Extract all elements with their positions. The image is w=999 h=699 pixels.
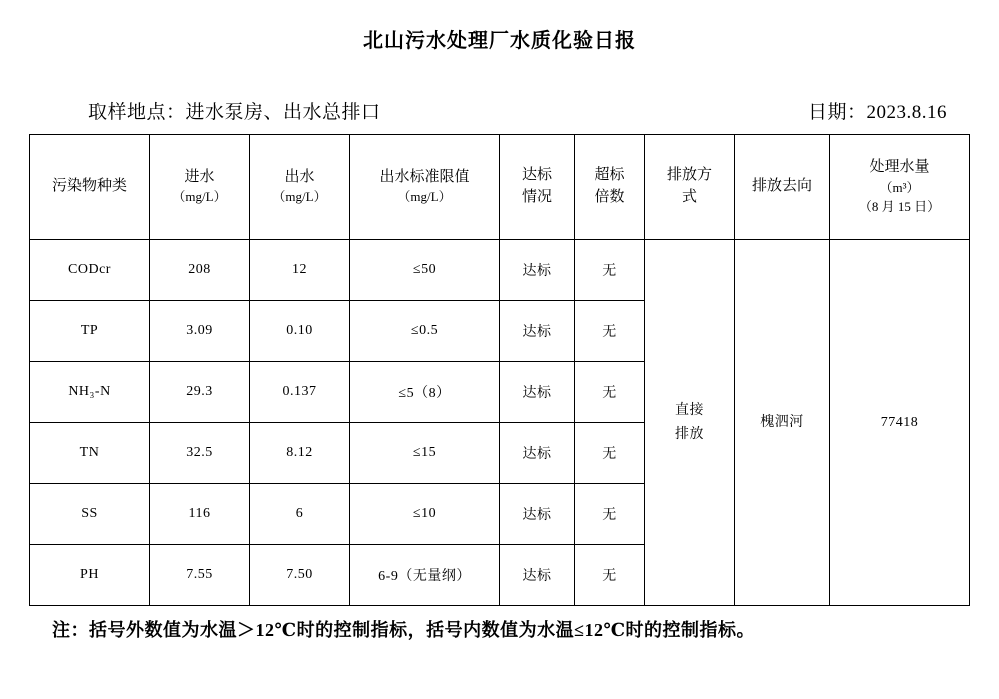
column-header-treated-volume-date: （8 月 15 日） [858, 198, 941, 214]
cell-exceed: 无 [575, 545, 645, 606]
cell-discharge-destination: 槐泗河 [735, 240, 830, 606]
column-header-exceed-label2: 倍数 [594, 189, 625, 205]
column-header-treated-volume-label: 处理水量 [869, 159, 930, 176]
table-row [30, 240, 970, 301]
sampling-location: 取样地点：进水泵房、出水总排口 [88, 102, 381, 123]
column-header-discharge-destination [735, 135, 830, 240]
cell-limit: ≤15 [350, 423, 500, 484]
column-header-inflow-unit: （mg/L） [172, 189, 227, 205]
column-header-inflow [150, 135, 250, 240]
cell-outflow: 8.12 [250, 423, 350, 484]
cell-inflow: 208 [150, 240, 250, 301]
cell-status: 达标 [500, 240, 575, 301]
cell-inflow: 29.3 [150, 362, 250, 423]
cell-limit: ≤50 [350, 240, 500, 301]
cell-exceed: 无 [575, 240, 645, 301]
cell-exceed: 无 [575, 301, 645, 362]
cell-outflow: 7.50 [250, 545, 350, 606]
water-quality-table [29, 134, 970, 606]
column-header-exceed-label: 超标 [594, 167, 625, 184]
cell-pollutant: PH [30, 545, 150, 606]
cell-outflow: 12 [250, 240, 350, 301]
cell-status: 达标 [500, 362, 575, 423]
column-header-discharge-method [645, 135, 735, 240]
meta-row [88, 97, 947, 124]
cell-status: 达标 [500, 423, 575, 484]
column-header-limit-unit: （mg/L） [397, 189, 452, 205]
column-header-status [500, 135, 575, 240]
cell-pollutant: TN [30, 423, 150, 484]
cell-inflow: 116 [150, 484, 250, 545]
cell-limit: 6-9（无量纲） [350, 545, 500, 606]
column-header-discharge-method-label: 排放方 [666, 167, 712, 184]
footnote: 注：括号外数值为水温＞12℃时的控制指标，括号内数值为水温≤12℃时的控制指标。 [52, 620, 756, 640]
cell-status: 达标 [500, 484, 575, 545]
cell-limit: ≤10 [350, 484, 500, 545]
cell-inflow: 7.55 [150, 545, 250, 606]
page-title: 北山污水处理厂水质化验日报 [363, 30, 636, 52]
table-header-row [30, 135, 970, 240]
cell-outflow: 6 [250, 484, 350, 545]
column-header-exceed [575, 135, 645, 240]
cell-discharge-method [645, 240, 735, 606]
cell-exceed: 无 [575, 423, 645, 484]
column-header-treated-volume-unit: （m³） [879, 180, 920, 196]
column-header-pollutant [30, 135, 150, 240]
cell-exceed: 无 [575, 484, 645, 545]
report-page [0, 24, 999, 699]
column-header-status-label: 达标 [521, 167, 552, 184]
cell-limit: ≤5（8） [350, 362, 500, 423]
cell-inflow: 32.5 [150, 423, 250, 484]
cell-status: 达标 [500, 545, 575, 606]
discharge-method-line2: 排放 [675, 426, 704, 442]
column-header-outflow-label: 出水 [284, 168, 315, 185]
column-header-limit-label: 出水标准限值 [379, 168, 470, 185]
column-header-outflow-unit: （mg/L） [272, 189, 327, 205]
report-date: 日期：2023.8.16 [807, 102, 947, 123]
column-header-treated-volume [830, 135, 970, 240]
column-header-outflow [250, 135, 350, 240]
column-header-status-label2: 情况 [521, 189, 552, 205]
cell-status: 达标 [500, 301, 575, 362]
cell-outflow: 0.10 [250, 301, 350, 362]
cell-treated-volume: 77418 [830, 240, 970, 606]
cell-pollutant: NH₃-N [30, 362, 150, 423]
cell-pollutant: CODcr [30, 240, 150, 301]
cell-inflow: 3.09 [150, 301, 250, 362]
cell-pollutant: SS [30, 484, 150, 545]
discharge-method-line1: 直接 [675, 402, 704, 418]
cell-limit: ≤0.5 [350, 301, 500, 362]
cell-outflow: 0.137 [250, 362, 350, 423]
cell-exceed: 无 [575, 362, 645, 423]
column-header-limit [350, 135, 500, 240]
column-header-pollutant-label: 污染物种类 [51, 178, 127, 195]
cell-pollutant: TP [30, 301, 150, 362]
column-header-inflow-label: 进水 [184, 168, 215, 185]
column-header-discharge-destination-label: 排放去向 [751, 178, 812, 195]
column-header-discharge-method-label2: 式 [681, 189, 697, 205]
